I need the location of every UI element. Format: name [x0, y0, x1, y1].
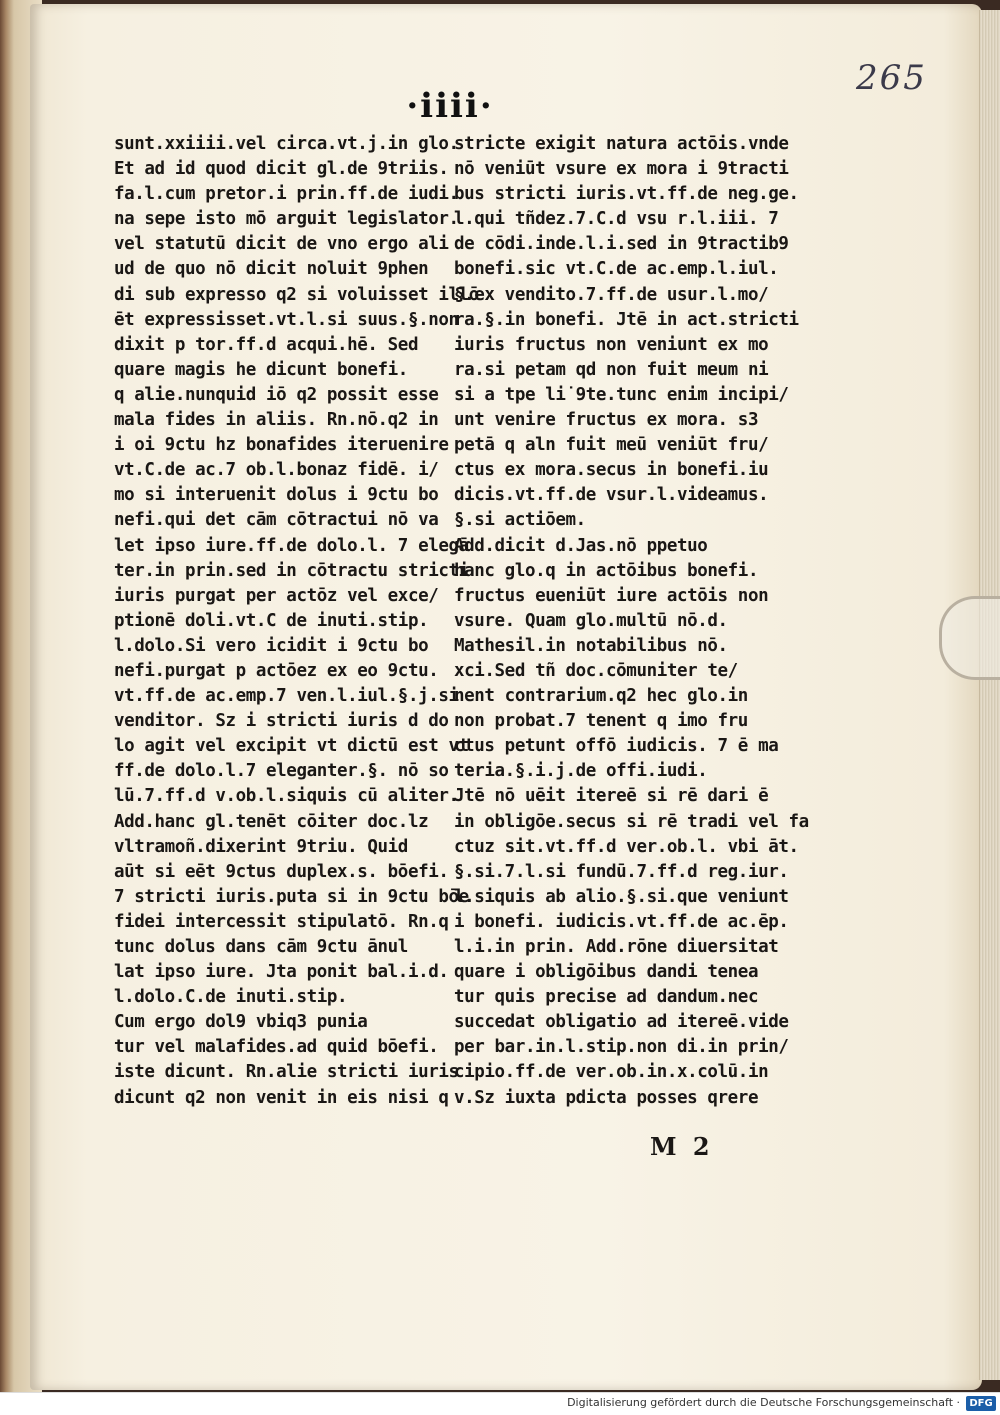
- text-line: aūt si eēt 9ctus duplex.s. bōefi.: [114, 861, 449, 882]
- signature-mark: M 2: [650, 1132, 714, 1161]
- text-line: tur vel malafides.ad quid bōefi.: [114, 1037, 439, 1058]
- text-line: sunt.xxiiii.vel circa.vt.j.in glo.: [114, 134, 459, 154]
- text-line: na sepe isto mō arguit legislator.: [114, 209, 459, 230]
- text-line: §.si.7.l.si fundū.7.ff.d reg.iur.: [454, 861, 789, 882]
- text-line: quare magis he dicunt bonefi.: [114, 359, 408, 380]
- text-line: fidei intercessit stipulatō. Rn.q: [114, 911, 449, 932]
- text-line: de cōdi.inde.l.i.sed in 9tractib9: [454, 234, 789, 255]
- text-line: si a tpe li̇ 9te.tunc enim incipi/: [454, 384, 789, 405]
- text-line: bus stricti iuris.vt.ff.de neg.ge.: [454, 184, 799, 205]
- text-line: ra.si petam qd non fuit meum ni: [454, 359, 769, 380]
- text-line: cipio.ff.de ver.ob.in.x.colū.in: [454, 1062, 769, 1083]
- page-edges: [979, 10, 1000, 1380]
- text-line: venditor. Sz i stricti iuris d do: [114, 711, 449, 732]
- text-line: nefi.purgat p actōez ex eo 9ctu.: [114, 660, 439, 681]
- footer-credit: Digitalisierung gefördert durch die Deutsche Forschungsgemeinschaft ·: [567, 1396, 960, 1409]
- text-line: i oi 9ctu hz bonafides iteruenire: [114, 435, 449, 456]
- text-line: hanc glo.q in actōibus bonefi.: [454, 560, 759, 581]
- text-line: lū.7.ff.d v.ob.l.siquis cū aliter.: [114, 786, 459, 807]
- text-line: dicis.vt.ff.de vsur.l.videamus.: [454, 485, 769, 506]
- text-line: l.dolo.Si vero icidit i 9ctu bo: [114, 635, 429, 656]
- text-line: mo si interuenit dolus i 9ctu bo: [114, 485, 439, 506]
- text-line: ctus ex mora.secus in bonefi.iu: [454, 460, 769, 481]
- text-line: l.i.in prin. Add.rōne diuersitat: [454, 937, 779, 957]
- text-line: nefi.qui det cām cōtractui nō va: [114, 510, 439, 531]
- text-line: vltramoñ.dixerint 9triu. Quid: [114, 836, 408, 857]
- text-line: 7 stricti iuris.puta si in 9ctu bōe: [114, 886, 469, 907]
- text-line: tur quis precise ad dandum.nec: [454, 987, 759, 1008]
- text-line: ctus petunt offō iudicis. 7 ē ma: [454, 736, 779, 757]
- text-line: vel statutū dicit de vno ergo ali: [114, 234, 449, 255]
- text-line: vt.ff.de ac.emp.7 ven.l.iul.§.j.si: [114, 686, 459, 707]
- text-line: Add.dicit d.Jas.nō ppetuo: [454, 535, 708, 556]
- text-line: xci.Sed tñ doc.cōmuniter te/: [454, 660, 738, 681]
- text-line: dicunt q2 non venit in eis nisi q: [114, 1087, 449, 1108]
- text-line: Mathesil.in notabilibus nō.: [454, 635, 728, 656]
- text-line: let ipso iure.ff.de dolo.l. 7 elegā: [114, 535, 469, 556]
- text-line: petā q aln fuit meū veniūt fru/: [454, 435, 769, 456]
- text-line: ptionē doli.vt.C de inuti.stip.: [114, 610, 429, 631]
- folio-number: 265: [856, 58, 927, 98]
- text-line: succedat obligatio ad itereē.vide: [454, 1012, 789, 1033]
- text-line: ctuz sit.vt.ff.d ver.ob.l. vbi āt.: [454, 836, 799, 857]
- text-line: §.ex vendito.7.ff.de usur.l.mo/: [454, 284, 769, 305]
- text-line: in obligōe.secus si rē tradi vel fa: [454, 811, 809, 832]
- text-line: dixit p tor.ff.d acqui.hē. Sed: [114, 334, 419, 355]
- text-line: ter.in prin.sed in cōtractu stricti: [114, 560, 469, 581]
- text-line: Et ad id quod dicit gl.de 9triis.: [114, 159, 449, 180]
- text-line: lat ipso iure. Jta ponit bal.i.d.: [114, 962, 449, 983]
- text-line: di sub expresso q2 si voluisset illō: [114, 284, 479, 305]
- text-line: bonefi.sic vt.C.de ac.emp.l.iul.: [454, 259, 779, 280]
- text-line: l.siquis ab alio.§.si.que veniunt: [454, 886, 789, 907]
- text-line: l.qui tñdez.7.C.d vsu r.l.iii. 7: [454, 209, 779, 230]
- text-line: ud de quo nō dicit noluit 9phen: [114, 259, 429, 280]
- text-line: fa.l.cum pretor.i prin.ff.de iudi.: [114, 184, 459, 205]
- text-line: teria.§.i.j.de offi.iudi.: [454, 761, 708, 782]
- text-line: l.dolo.C.de inuti.stip.: [114, 987, 348, 1008]
- text-line: quare i obligōibus dandi tenea: [454, 962, 759, 983]
- text-line: iuris purgat per actōz vel exce/: [114, 585, 439, 606]
- text-line: v.Sz iuxta pdicta posses qrere: [454, 1087, 759, 1108]
- text-line: ff.de dolo.l.7 eleganter.§. nō so: [114, 761, 449, 782]
- running-header: ·iiii·: [406, 86, 494, 126]
- text-line: vsure. Quam glo.multū nō.d.: [454, 610, 728, 631]
- text-line: ēt expressisset.vt.l.si suus.§.non: [114, 309, 459, 330]
- text-line: per bar.in.l.stip.non di.in prin/: [454, 1037, 789, 1058]
- text-column-left: [114, 132, 479, 1111]
- text-line: tunc dolus dans cām 9ctu ānul: [114, 937, 408, 957]
- text-column-right: [454, 132, 809, 1111]
- text-line: nent contrarium.q2 hec glo.in: [454, 686, 748, 707]
- text-line: Add.hanc gl.tenēt cōiter doc.lz: [114, 811, 429, 832]
- text-line: nō veniūt vsure ex mora i 9tracti: [454, 159, 789, 180]
- text-line: ra.§.in bonefi. Jtē in act.stricti: [454, 309, 799, 330]
- text-line: q alie.nunquid iō q2 possit esse: [114, 384, 439, 405]
- text-line: non probat.7 tenent q imo fru: [454, 711, 748, 732]
- text-line: Cum ergo dol9 vbiq3 punia: [114, 1012, 368, 1033]
- text-line: lo agit vel excipit vt dictū est vt: [114, 736, 469, 757]
- text-line: vt.C.de ac.7 ob.l.bonaz fidē. i/: [114, 460, 439, 481]
- text-line: §.si actiōem.: [454, 510, 586, 531]
- text-line: iste dicunt. Rn.alie stricti iuris: [114, 1062, 459, 1083]
- text-line: unt venire fructus ex mora. s3: [454, 410, 759, 431]
- page-clip: [939, 596, 1000, 680]
- text-line: Jtē nō uēit itereē si rē dari ē: [454, 786, 769, 807]
- text-line: stricte exigit natura actōis.vnde: [454, 134, 789, 154]
- footer-bar: [0, 1392, 1000, 1415]
- dfg-logo[interactable]: DFG: [966, 1396, 996, 1411]
- text-line: i bonefi. iudicis.vt.ff.de ac.ēp.: [454, 911, 789, 932]
- text-line: iuris fructus non veniunt ex mo: [454, 334, 769, 355]
- text-line: mala fides in aliis. Rn.nō.q2 in: [114, 410, 439, 431]
- text-line: fructus eueniūt iure actōis non: [454, 585, 769, 606]
